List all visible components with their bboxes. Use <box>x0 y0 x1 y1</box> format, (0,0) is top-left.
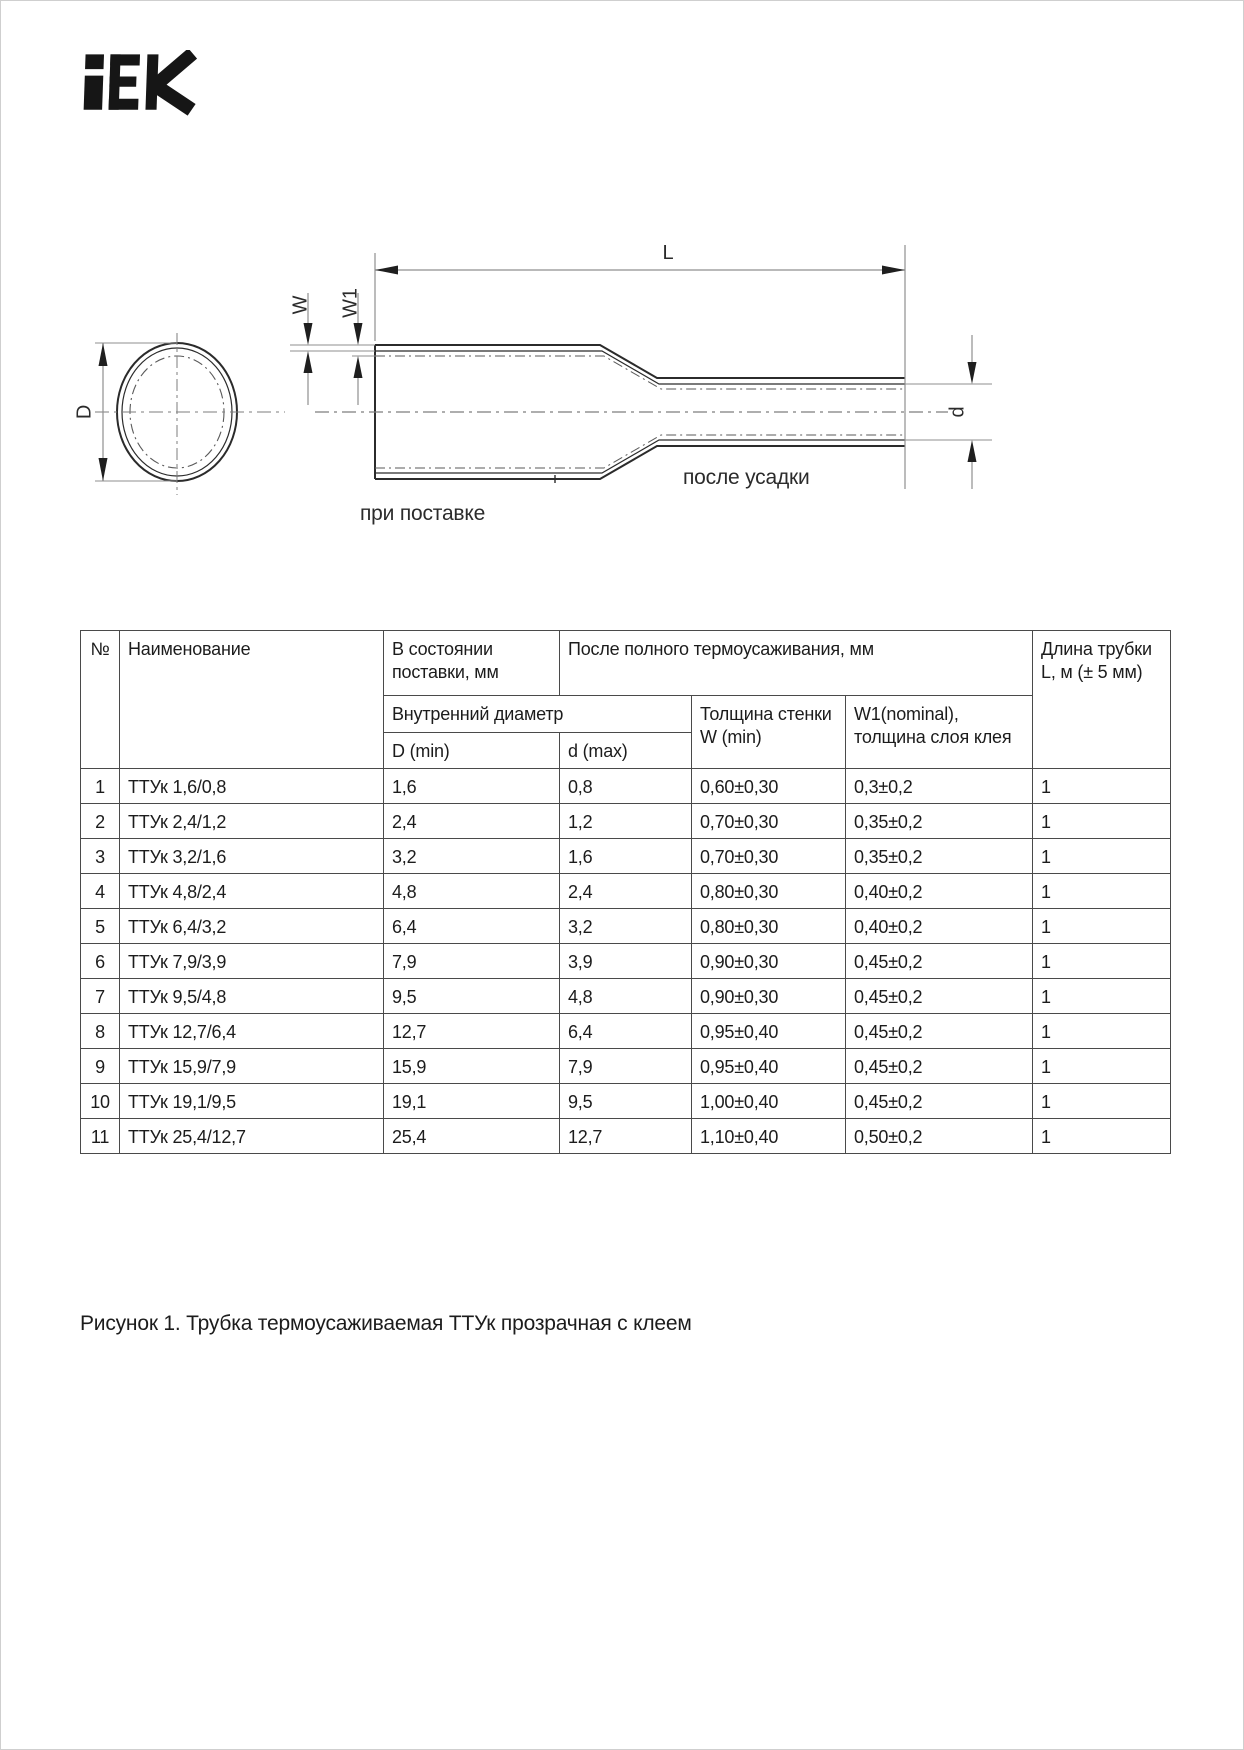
table-row <box>81 1084 1171 1119</box>
cell-num: 9 <box>81 1049 120 1084</box>
cell-num: 5 <box>81 909 120 944</box>
tube-profile <box>315 345 948 483</box>
header-wall-thickness: Толщина стенки W (min) <box>692 696 846 769</box>
cell-wall: 0,90±0,30 <box>692 944 846 979</box>
cell-length: 1 <box>1033 909 1171 944</box>
table-row <box>81 909 1171 944</box>
cell-d-min: 12,7 <box>384 1014 560 1049</box>
cell-wall: 1,00±0,40 <box>692 1084 846 1119</box>
cell-glue: 0,50±0,2 <box>846 1119 1033 1154</box>
cell-num: 4 <box>81 874 120 909</box>
table-row <box>81 979 1171 1014</box>
cell-glue: 0,45±0,2 <box>846 1049 1033 1084</box>
cell-glue: 0,45±0,2 <box>846 1014 1033 1049</box>
cell-d-max: 4,8 <box>560 979 692 1014</box>
cell-wall: 0,70±0,30 <box>692 839 846 874</box>
label-d: d <box>946 406 969 418</box>
header-after-shrink: После полного термоусаживания, мм <box>560 631 1033 696</box>
cell-name: ТТУк 15,9/7,9 <box>120 1049 384 1084</box>
table-row <box>81 1119 1171 1154</box>
cell-d-min: 25,4 <box>384 1119 560 1154</box>
cell-name: ТТУк 6,4/3,2 <box>120 909 384 944</box>
cell-wall: 0,60±0,30 <box>692 769 846 804</box>
cell-d-min: 7,9 <box>384 944 560 979</box>
label-L: L <box>662 242 674 264</box>
iek-logo <box>82 50 202 116</box>
cell-length: 1 <box>1033 1119 1171 1154</box>
logo-e <box>109 54 140 109</box>
cell-name: ТТУк 2,4/1,2 <box>120 804 384 839</box>
header-supplied: В состоянии поставки, мм <box>384 631 560 696</box>
figure-caption: Рисунок 1. Трубка термоусаживаемая ТТУк прозрачная с клеем <box>80 1312 692 1335</box>
cell-length: 1 <box>1033 839 1171 874</box>
cell-name: ТТУк 9,5/4,8 <box>120 979 384 1014</box>
cell-wall: 0,95±0,40 <box>692 1014 846 1049</box>
cell-d-min: 2,4 <box>384 804 560 839</box>
table-row <box>81 874 1171 909</box>
cell-d-max: 1,6 <box>560 839 692 874</box>
cell-name: ТТУк 1,6/0,8 <box>120 769 384 804</box>
table-row <box>81 1014 1171 1049</box>
cell-d-min: 6,4 <box>384 909 560 944</box>
cell-d-min: 19,1 <box>384 1084 560 1119</box>
logo-k <box>145 53 193 109</box>
cell-d-max: 6,4 <box>560 1014 692 1049</box>
cell-d-max: 7,9 <box>560 1049 692 1084</box>
cell-name: ТТУк 19,1/9,5 <box>120 1084 384 1119</box>
header-tube-length: Длина трубки L, м (± 5 мм) <box>1033 631 1171 769</box>
header-d-min: D (min) <box>384 733 560 769</box>
cell-num: 8 <box>81 1014 120 1049</box>
cell-d-max: 2,4 <box>560 874 692 909</box>
cell-name: ТТУк 4,8/2,4 <box>120 874 384 909</box>
cell-length: 1 <box>1033 769 1171 804</box>
cell-d-max: 1,2 <box>560 804 692 839</box>
cell-length: 1 <box>1033 1014 1171 1049</box>
cell-wall: 0,70±0,30 <box>692 804 846 839</box>
cell-name: ТТУк 7,9/3,9 <box>120 944 384 979</box>
cell-d-max: 12,7 <box>560 1119 692 1154</box>
cell-d-max: 3,9 <box>560 944 692 979</box>
tube-cross-section <box>95 333 285 495</box>
cell-wall: 0,95±0,40 <box>692 1049 846 1084</box>
cell-glue: 0,35±0,2 <box>846 804 1033 839</box>
cell-glue: 0,45±0,2 <box>846 944 1033 979</box>
cell-d-min: 15,9 <box>384 1049 560 1084</box>
cell-num: 10 <box>81 1084 120 1119</box>
cell-num: 1 <box>81 769 120 804</box>
label-W: W <box>289 295 312 315</box>
label-state-after: после усадки <box>683 466 810 489</box>
cell-glue: 0,45±0,2 <box>846 979 1033 1014</box>
cell-glue: 0,3±0,2 <box>846 769 1033 804</box>
header-num: № <box>81 631 120 769</box>
cell-length: 1 <box>1033 1049 1171 1084</box>
cell-length: 1 <box>1033 979 1171 1014</box>
cell-wall: 1,10±0,40 <box>692 1119 846 1154</box>
cell-wall: 0,90±0,30 <box>692 979 846 1014</box>
cell-num: 6 <box>81 944 120 979</box>
table-row <box>81 944 1171 979</box>
cell-d-min: 3,2 <box>384 839 560 874</box>
cell-num: 2 <box>81 804 120 839</box>
cell-length: 1 <box>1033 874 1171 909</box>
header-name: Наименование <box>120 631 384 769</box>
header-inner-diameter: Внутренний диаметр <box>384 696 692 733</box>
header-d-max: d (max) <box>560 733 692 769</box>
figure-drawing <box>60 195 1010 540</box>
cell-glue: 0,45±0,2 <box>846 1084 1033 1119</box>
spec-table-body <box>81 769 1171 1154</box>
cell-wall: 0,80±0,30 <box>692 874 846 909</box>
cell-name: ТТУк 3,2/1,6 <box>120 839 384 874</box>
dimension-W <box>289 293 375 405</box>
dimension-L <box>375 242 905 489</box>
cell-num: 3 <box>81 839 120 874</box>
logo-i-stem <box>84 76 104 110</box>
cell-d-min: 1,6 <box>384 769 560 804</box>
cell-d-max: 3,2 <box>560 909 692 944</box>
table-row <box>81 1049 1171 1084</box>
label-W1: W1 <box>339 288 362 318</box>
cell-length: 1 <box>1033 1084 1171 1119</box>
cell-length: 1 <box>1033 944 1171 979</box>
spec-table-header <box>81 631 1171 769</box>
cell-name: ТТУк 12,7/6,4 <box>120 1014 384 1049</box>
dimension-W1 <box>339 288 376 405</box>
cell-glue: 0,40±0,2 <box>846 909 1033 944</box>
cell-d-max: 9,5 <box>560 1084 692 1119</box>
cell-glue: 0,40±0,2 <box>846 874 1033 909</box>
cell-name: ТТУк 25,4/12,7 <box>120 1119 384 1154</box>
cell-d-min: 4,8 <box>384 874 560 909</box>
cell-length: 1 <box>1033 804 1171 839</box>
logo-i-dot <box>85 54 104 69</box>
cell-d-max: 0,8 <box>560 769 692 804</box>
table-row <box>81 839 1171 874</box>
label-D: D <box>73 404 96 420</box>
table-row <box>81 804 1171 839</box>
cell-num: 7 <box>81 979 120 1014</box>
spec-table <box>80 630 1171 1154</box>
cell-d-min: 9,5 <box>384 979 560 1014</box>
cell-glue: 0,35±0,2 <box>846 839 1033 874</box>
cell-wall: 0,80±0,30 <box>692 909 846 944</box>
header-glue-layer: W1(nominal), толщина слоя клея <box>846 696 1033 769</box>
cell-num: 11 <box>81 1119 120 1154</box>
table-row <box>81 769 1171 804</box>
label-state-supplied: при поставке <box>360 502 486 525</box>
